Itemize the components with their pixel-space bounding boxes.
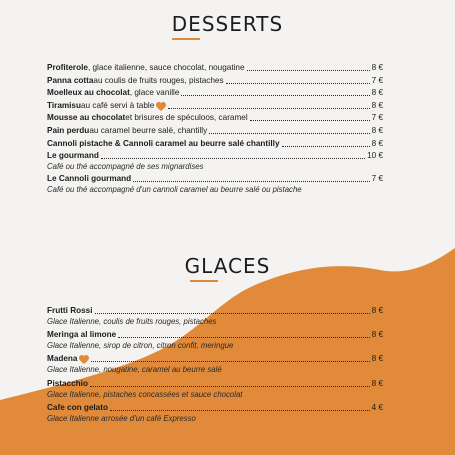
dot-leader <box>226 83 370 84</box>
menu-item-name: Pain perdu <box>47 125 90 135</box>
heart-icon <box>79 355 89 365</box>
menu-item-price: 8 € <box>371 88 383 98</box>
menu-item-subtitle: Café ou thé accompagné d'un cannoli caramel au beurre salé ou pistache <box>47 184 302 194</box>
menu-item-row <box>47 378 383 390</box>
menu-item-description: et brisures de spéculoos, caramel <box>125 113 248 123</box>
menu-item-row <box>47 138 383 150</box>
menu-item-row <box>47 75 383 87</box>
desserts-menu-item <box>47 75 383 87</box>
dot-leader <box>168 108 369 109</box>
desserts-list <box>47 62 383 195</box>
menu-item-description: , glace vanille <box>129 88 180 98</box>
menu-item-name: Tiramisu <box>47 100 81 110</box>
menu-item-subtitle: Glace Italienne, pistaches concassées et sauce chocolat <box>47 389 243 399</box>
glaces-title: GLACES <box>184 254 271 278</box>
menu-item-description: au coulis de fruits rouges, pistaches <box>93 75 224 85</box>
desserts-menu-item <box>47 112 383 124</box>
dot-leader <box>181 95 369 96</box>
menu-item-price: 8 € <box>371 378 383 388</box>
desserts-menu-item <box>47 62 383 74</box>
menu-item-row <box>47 402 383 414</box>
menu-item-description: au caramel beurre salé, chantilly <box>89 125 208 135</box>
menu-item-description: au café servi à table <box>80 100 155 110</box>
desserts-menu-item <box>47 173 383 195</box>
menu-item-subtitle: Glace Italienne arrosée d'un café Expresso <box>47 413 196 423</box>
menu-item-name: Madena <box>47 354 78 364</box>
menu-item-name: Cannoli pistache & Cannoli caramel au beurre salé chantilly <box>47 138 280 148</box>
menu-item-row <box>47 100 383 112</box>
menu-item-price: 7 € <box>371 113 383 123</box>
menu-item-price: 8 € <box>371 125 383 135</box>
menu-item-name: Moelleux au chocolat <box>47 88 130 98</box>
desserts-menu-item <box>47 87 383 99</box>
menu-item-row <box>47 62 383 74</box>
menu-item-row <box>47 112 383 124</box>
desserts-title: DESSERTS <box>171 12 284 36</box>
menu-item-name: Le gourmand <box>47 151 99 161</box>
glaces-list <box>47 305 383 426</box>
menu-item-name: Panna cotta <box>47 75 94 85</box>
dot-leader <box>118 337 369 338</box>
heart-icon <box>156 102 166 112</box>
dot-leader <box>209 133 369 134</box>
dot-leader <box>110 410 370 411</box>
menu-item-row <box>47 353 383 365</box>
glaces-menu-item <box>47 329 383 351</box>
menu-item-row <box>47 173 383 185</box>
menu-item-row <box>47 125 383 137</box>
menu-item-name: Le Cannoli gourmand <box>47 173 132 183</box>
dot-leader <box>101 158 365 159</box>
menu-item-price: 4 € <box>371 402 383 412</box>
menu-item-price: 8 € <box>371 138 383 148</box>
desserts-menu-item <box>47 125 383 137</box>
menu-item-row <box>47 305 383 317</box>
menu-item-row <box>47 87 383 99</box>
menu-item-price: 8 € <box>371 306 383 315</box>
desserts-menu-item <box>47 150 383 172</box>
glaces-menu-item <box>47 305 383 327</box>
glaces-menu-item <box>47 353 383 375</box>
desserts-menu-item <box>47 138 383 150</box>
glaces-title-underline <box>190 280 218 282</box>
menu-item-name: Frutti Rossi <box>47 306 93 315</box>
dot-leader <box>95 313 370 314</box>
menu-item-description: , glace italienne, sauce chocolat, nougatine <box>87 63 245 72</box>
menu-item-price: 8 € <box>371 100 383 110</box>
dot-leader <box>247 70 370 71</box>
menu-item-price: 7 € <box>371 173 383 183</box>
menu-item-name: Mousse au chocolat <box>47 113 126 123</box>
menu-item-name: Meringa al limone <box>47 330 117 340</box>
menu-item-subtitle: Glace Italienne, nougatine, caramel au beurre salé <box>47 365 222 375</box>
menu-item-subtitle: Café ou thé accompagné de ses mignardises <box>47 162 204 172</box>
menu-item-price: 8 € <box>371 354 383 364</box>
menu-item-row <box>47 329 383 341</box>
menu-item-name: Profiterole <box>47 63 88 72</box>
menu-item-price: 8 € <box>371 63 383 72</box>
desserts-menu-item <box>47 100 383 112</box>
menu-item-price: 8 € <box>371 330 383 340</box>
desserts-title-underline <box>172 38 200 40</box>
dot-leader <box>133 181 369 182</box>
menu-item-subtitle: Glace Italienne, coulis de fruits rouges, pistaches <box>47 317 217 326</box>
dot-leader <box>282 146 370 147</box>
dot-leader <box>250 120 370 121</box>
menu-item-name: Cafe con gelato <box>47 402 108 412</box>
dot-leader <box>90 386 370 387</box>
menu-item-price: 7 € <box>371 75 383 85</box>
dot-leader <box>91 361 369 362</box>
menu-item-price: 10 € <box>367 151 383 161</box>
glaces-menu-item <box>47 402 383 424</box>
menu-item-row <box>47 150 383 162</box>
menu-item-subtitle: Glace Italienne, sirop de citron, citron confit, meringue <box>47 341 234 351</box>
glaces-menu-item <box>47 378 383 400</box>
menu-item-name: Pistacchio <box>47 378 88 388</box>
